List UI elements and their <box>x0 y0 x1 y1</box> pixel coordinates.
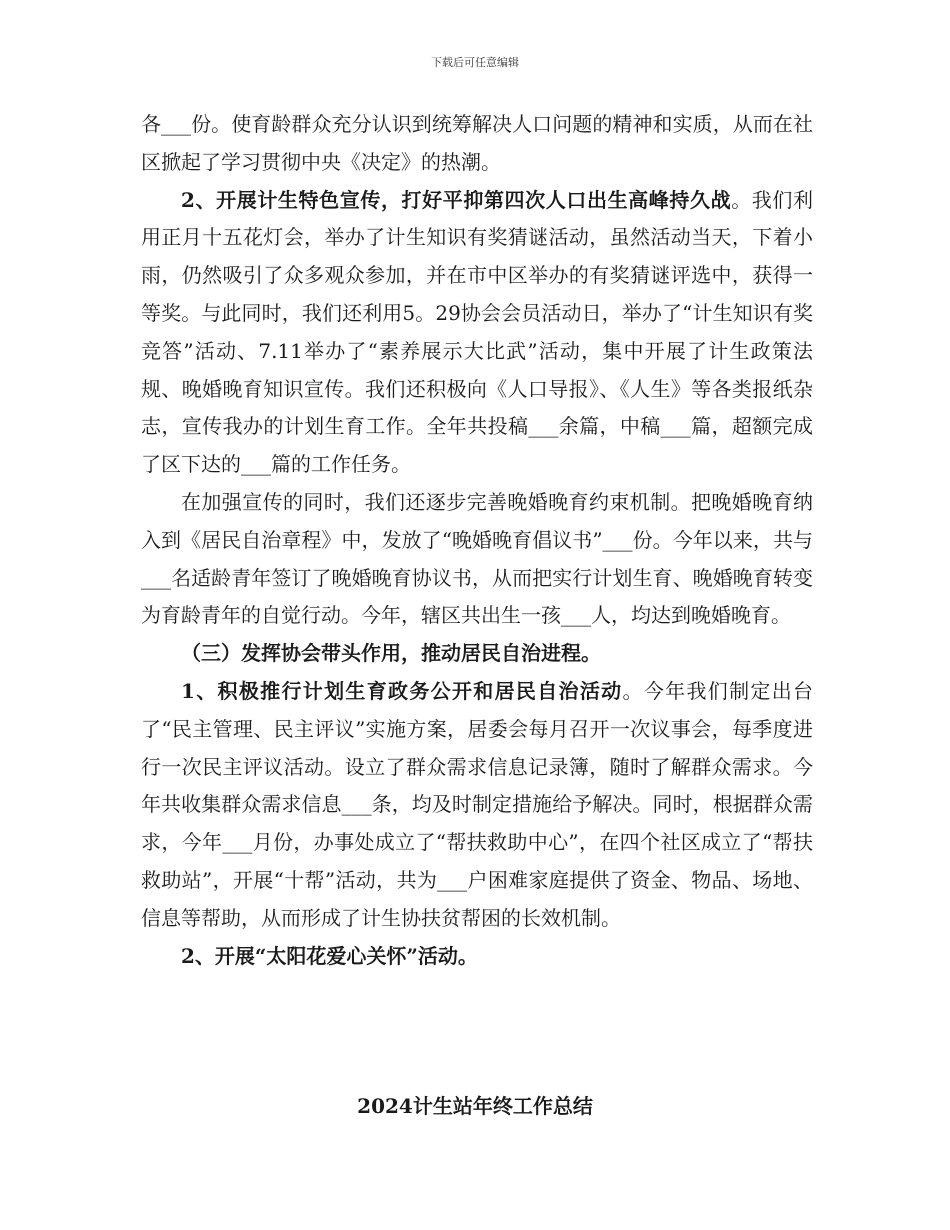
paragraph-2 <box>141 182 813 484</box>
paragraph-2-heading: 2、开展计生特色宣传，打好平抑第四次人口出生高峰持久战 <box>181 187 732 212</box>
page-header: 下载后可任意编辑 <box>431 56 519 69</box>
section-heading-3: （三）发挥协会带头作用，推动居民自治进程。 <box>181 641 601 666</box>
paragraph-5-heading: 1、积极推行计划生育政务公开和居民自治活动 <box>181 678 623 703</box>
paragraph-5-text: 。今年我们制定出台了“民主管理、民主评议”实施方案，居委会每月召开一次议事会，每季度进行一次民主评议活动。设立了群众需求信息记录簿，随时了解群众需求。今年共收集群众需求信息___条，均及时制定措施给予解决。同时，根据群众需求，今年___月份，办事处成立了“帮扶救助中心”，在四个社区成立了“帮扶救助站”，开展“十帮”活动，共为___户困难家庭提供了资金、物品、场地、信息等帮助，从而形成了计生协扶贫帮困的长效机制。 <box>141 678 814 930</box>
document-title: 2024计生站年终工作总结 <box>357 1094 593 1118</box>
paragraph-6-heading: 2、开展“太阳花爱心关怀”活动。 <box>181 943 478 968</box>
paragraph-5 <box>141 673 813 938</box>
paragraph-2-text: 。我们利用正月十五花灯会，举办了计生知识有奖猜谜活动，虽然活动当天，下着小雨，仍然吸引了众多观众参加，并在市中区举办的有奖猜谜评选中，获得一等奖。与此同时，我们还利用5。29协会会员活动日，举办了“计生知识有奖竞答”活动、7.11举办了“素养展示大比武”活动，集中开展了计生政策法规、晚婚晚育知识宣传。我们还积极向《人口导报》、《人生》等各类报纸杂志，宣传我办的计划生育工作。全年共投稿___余篇，中稿___篇，超额完成了区下达的___篇的工作任务。 <box>141 187 813 477</box>
document-body <box>141 106 813 975</box>
paragraph-1: 各___份。使育龄群众充分认识到统筹解决人口问题的精神和实质，从而在社区掀起了学习贯彻中央《决定》的热潮。 <box>141 112 813 174</box>
paragraph-3: 在加强宣传的同时，我们还逐步完善晚婚晚育约束机制。把晚婚晚育纳入到《居民自治章程》中，发放了“晚婚晚育倡议书”___份。今年以来，共与___名适龄青年签订了晚婚晚育协议书，从而把实行计划生育、晚婚晚育转变为育龄青年的自觉行动。今年，辖区共出生一孩___人，均达到晚婚晚育。 <box>141 489 813 628</box>
